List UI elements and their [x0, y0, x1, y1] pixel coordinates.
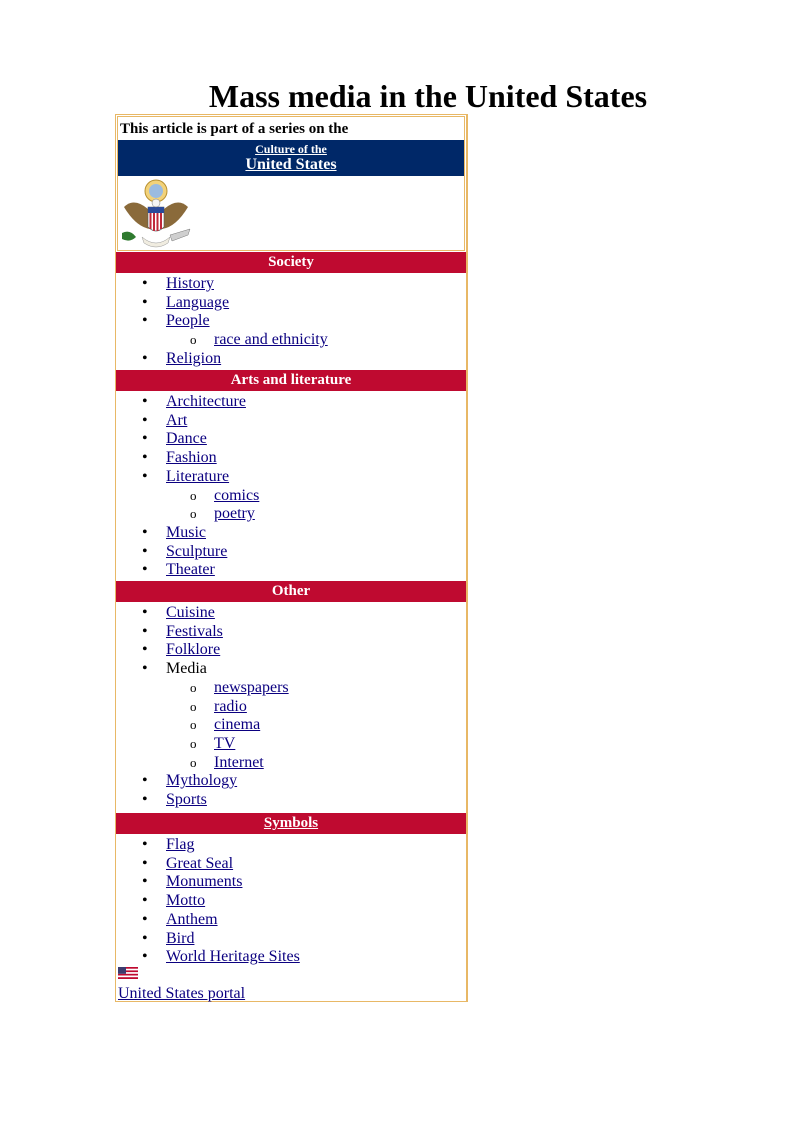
list-item: [166, 393, 246, 411]
link-newspapers[interactable]: newspapers: [214, 678, 289, 696]
link-flag[interactable]: Flag: [166, 836, 195, 853]
bullet-icon: •: [142, 641, 148, 659]
link-theater[interactable]: Theater: [166, 561, 215, 579]
list-item: [166, 430, 207, 448]
list-item: [166, 948, 300, 966]
link-music[interactable]: Music: [166, 523, 206, 541]
bullet-icon: •: [142, 312, 148, 330]
link-history[interactable]: History: [166, 275, 214, 292]
list-item: [214, 331, 328, 349]
list-item: [214, 716, 260, 734]
list-item: [166, 312, 210, 330]
list-item: [214, 754, 264, 772]
list-item: [166, 623, 223, 641]
list-item: [166, 855, 233, 873]
list-item: [214, 487, 259, 505]
series-caption: This article is part of a series on the: [120, 121, 349, 137]
list-item: [166, 836, 194, 854]
bullet-icon: •: [142, 660, 148, 678]
link-anthem[interactable]: Anthem: [166, 910, 218, 928]
sub-bullet-icon: o: [190, 487, 197, 503]
section-header-symbols: [116, 813, 466, 834]
bullet-icon: •: [142, 411, 148, 429]
link-world-heritage-sites[interactable]: World Heritage Sites: [166, 948, 300, 966]
list-item: [166, 791, 207, 809]
section-header-society: Society: [116, 252, 466, 273]
section-header-arts-and-literature: Arts and literature: [116, 370, 466, 391]
link-mythology[interactable]: Mythology: [166, 772, 238, 790]
link-art[interactable]: Art: [166, 411, 188, 429]
link-dance[interactable]: Dance: [166, 430, 207, 448]
list-item: [166, 911, 218, 929]
bullet-icon: •: [142, 275, 148, 292]
list-item: [166, 930, 194, 948]
list-item: [166, 772, 237, 790]
link-race-and-ethnicity[interactable]: race and ethnicity: [214, 331, 328, 349]
bullet-icon: •: [142, 622, 148, 640]
bullet-icon: •: [142, 873, 148, 891]
list-item: [166, 449, 217, 467]
bullet-icon: •: [142, 393, 148, 410]
bullet-icon: •: [142, 948, 148, 966]
label-media: Media: [166, 660, 207, 678]
link-architecture[interactable]: Architecture: [166, 393, 246, 410]
bullet-icon: •: [142, 892, 148, 910]
section-header-other: Other: [116, 581, 466, 602]
link-monuments[interactable]: Monuments: [166, 873, 243, 891]
page-title: Mass media in the United States: [208, 78, 648, 114]
list-item: [214, 679, 289, 697]
sub-bullet-icon: o: [190, 679, 197, 695]
link-fashion[interactable]: Fashion: [166, 449, 217, 467]
bullet-icon: •: [142, 854, 148, 872]
list-item: [214, 505, 255, 523]
portal-link-wrapper: [118, 985, 245, 1003]
bullet-icon: •: [142, 349, 148, 367]
section-link-symbols[interactable]: Symbols: [263, 815, 319, 831]
link-language[interactable]: Language: [166, 293, 230, 311]
link-sculpture[interactable]: Sculpture: [166, 542, 228, 560]
bullet-icon: •: [142, 449, 148, 467]
list-item: [214, 735, 235, 753]
united-states-link[interactable]: United States: [245, 156, 337, 173]
infobox-header-frame: [117, 116, 465, 251]
bullet-icon: •: [142, 430, 148, 448]
bullet-icon: •: [142, 604, 148, 621]
culture-infobox: [115, 114, 468, 1002]
culture-of-the-link[interactable]: Culture of the: [255, 142, 327, 156]
link-religion[interactable]: Religion: [166, 349, 222, 367]
list-item: [166, 604, 215, 622]
list-item: [166, 892, 205, 910]
list-item: [166, 468, 229, 486]
sub-bullet-icon: o: [190, 332, 197, 348]
list-item: [166, 275, 214, 293]
link-sports[interactable]: Sports: [166, 791, 207, 808]
link-people[interactable]: People: [166, 312, 210, 330]
list-item: [166, 873, 242, 891]
list-item: [166, 350, 221, 368]
sub-bullet-icon: o: [190, 506, 197, 522]
list-item: [214, 698, 247, 716]
sub-bullet-icon: o: [190, 698, 197, 714]
link-literature[interactable]: Literature: [166, 467, 230, 485]
link-radio[interactable]: radio: [214, 697, 247, 715]
bullet-icon: •: [142, 293, 148, 311]
great-seal-eagle-icon: [120, 177, 192, 251]
link-great-seal[interactable]: Great Seal: [166, 854, 234, 872]
bullet-icon: •: [142, 929, 148, 947]
link-comics[interactable]: comics: [214, 486, 260, 504]
list-item: [166, 660, 207, 678]
bullet-icon: •: [142, 772, 148, 790]
link-motto[interactable]: Motto: [166, 892, 206, 910]
list-item: [166, 641, 220, 659]
bullet-icon: •: [142, 467, 148, 485]
link-folklore[interactable]: Folklore: [166, 641, 221, 659]
sub-bullet-icon: o: [190, 754, 197, 770]
list-item: [166, 524, 206, 542]
bullet-icon: •: [142, 523, 148, 541]
sub-bullet-icon: o: [190, 717, 197, 733]
bullet-icon: •: [142, 791, 148, 808]
link-internet[interactable]: Internet: [214, 753, 264, 771]
link-tv[interactable]: TV: [214, 734, 236, 752]
link-bird[interactable]: Bird: [166, 929, 195, 947]
bullet-icon: •: [142, 561, 148, 579]
bullet-icon: •: [142, 542, 148, 560]
link-cuisine[interactable]: Cuisine: [166, 604, 215, 621]
link-festivals[interactable]: Festivals: [166, 622, 223, 640]
list-item: [166, 561, 215, 579]
link-poetry[interactable]: poetry: [214, 505, 255, 523]
bullet-icon: •: [142, 836, 148, 853]
culture-header-bar: [118, 140, 464, 176]
us-flag-icon: [118, 967, 138, 979]
bullet-icon: •: [142, 910, 148, 928]
sub-bullet-icon: o: [190, 735, 197, 751]
united-states-portal-link[interactable]: United States portal: [118, 985, 246, 1002]
link-cinema[interactable]: cinema: [214, 716, 261, 734]
list-item: [166, 412, 187, 430]
list-item: [166, 543, 227, 561]
list-item: [166, 294, 229, 312]
